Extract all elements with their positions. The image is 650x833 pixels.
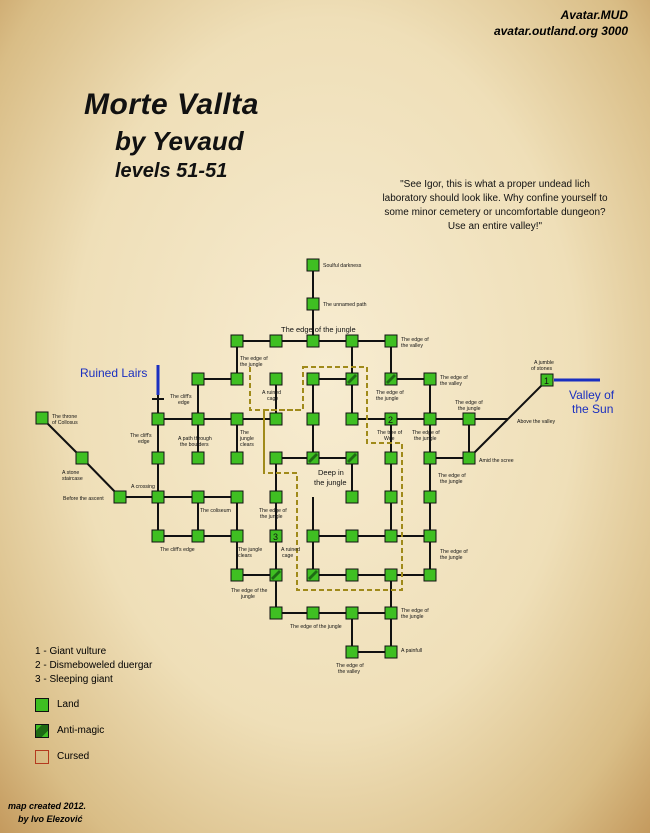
svg-text:The edge of the jungle: The edge of the jungle [290,624,342,630]
page-title: Morte Vallta [84,88,259,121]
svg-text:cage: cage [282,553,294,559]
svg-text:edge: edge [138,439,150,445]
room [307,607,319,619]
room [463,452,475,464]
room [192,373,204,385]
svg-text:The edge of: The edge of [401,337,429,343]
room [231,491,243,503]
svg-text:The unnamed path: The unnamed path [323,302,367,308]
room [385,569,397,581]
room [385,530,397,542]
room [346,569,358,581]
room [152,491,164,503]
svg-text:Above the valley: Above the valley [517,419,556,425]
mob-number-1: 1 [544,376,550,386]
svg-text:the jungle: the jungle [440,555,463,561]
room [307,530,319,542]
svg-text:The edge of: The edge of [412,430,440,436]
room [385,607,397,619]
room [231,530,243,542]
room [307,373,319,385]
svg-text:jungle: jungle [240,436,254,442]
room [231,569,243,581]
room [346,335,358,347]
room [192,452,204,464]
legend-cursed-swatch [35,750,49,764]
svg-text:Woe: Woe [384,436,395,442]
room [231,452,243,464]
svg-text:the jungle: the jungle [458,406,481,412]
svg-text:The edge of the jungle: The edge of the jungle [281,325,356,334]
room [270,335,282,347]
svg-text:The edge of: The edge of [259,508,287,514]
svg-text:The: The [240,430,249,436]
svg-text:staircase: staircase [62,476,83,482]
room [231,373,243,385]
levels: levels 51-51 [115,160,228,182]
room-soulful-darkness [307,259,319,271]
mob-number-3: 3 [273,532,279,542]
svg-text:A path through: A path through [178,436,212,442]
svg-text:the jungle: the jungle [401,614,424,620]
svg-text:Soulful darkness: Soulful darkness [323,263,362,269]
mob-note-3: 3 - Sleeping giant [35,674,113,685]
room [231,335,243,347]
room-painfull [385,646,397,658]
room-stone-staircase [76,452,88,464]
author: by Yevaud [115,126,244,156]
svg-text:the jungle: the jungle [314,478,347,487]
mud-address: avatar.outland.org 3000 [493,24,628,38]
svg-text:clears: clears [238,553,252,559]
room [346,491,358,503]
room-crossing [114,491,126,503]
svg-text:A crossing: A crossing [131,484,155,490]
svg-text:The tree of: The tree of [377,430,403,436]
exit-label-valley-line2: the Sun [572,402,614,416]
credit-line1: map created 2012. [8,801,87,811]
room [346,530,358,542]
legend-land-swatch [35,698,49,712]
svg-text:the valley: the valley [440,381,462,387]
legend-anti-magic-label: Anti-magic [57,725,105,736]
legend-anti-magic-swatch [35,724,49,738]
svg-text:the valley: the valley [338,669,360,675]
room [307,413,319,425]
svg-text:Before the ascent: Before the ascent [63,496,104,502]
room [424,530,436,542]
svg-text:the jungle: the jungle [260,514,283,520]
svg-text:the jungle: the jungle [376,396,399,402]
svg-text:The cliff's: The cliff's [130,433,152,439]
room [192,491,204,503]
legend-land-label: Land [57,699,80,710]
svg-text:of stones: of stones [531,366,553,372]
svg-text:the boulders: the boulders [180,442,209,448]
mob-note-2: 2 - Dismeboweled duergar [35,660,153,671]
room [270,452,282,464]
svg-text:the jungle: the jungle [240,362,263,368]
svg-text:The throne: The throne [52,414,78,420]
svg-text:A ruined: A ruined [262,390,282,396]
mob-notes [35,645,152,687]
svg-text:The edge of: The edge of [240,356,268,362]
room [270,373,282,385]
room [424,452,436,464]
svg-text:The edge of: The edge of [438,473,466,479]
svg-text:cage: cage [267,396,279,402]
svg-text:The edge of: The edge of [455,400,483,406]
room [385,491,397,503]
svg-text:The jungle: The jungle [238,547,263,553]
svg-text:Amid the scree: Amid the scree [479,458,514,464]
quote: "See Igor, this is what a proper undead lich laboratory should look like. Why confine yourself to some minor cemetery or uncomfortable dungeon? Use an entire valley!" [382,179,608,232]
svg-text:A stone: A stone [62,470,80,476]
room [270,491,282,503]
room [231,413,243,425]
svg-text:The edge of: The edge of [440,375,468,381]
room [346,413,358,425]
room [385,452,397,464]
credit-line2: by Ivo Elezović [18,814,83,824]
room [346,646,358,658]
svg-text:A ruined: A ruined [281,547,301,553]
svg-text:the jungle: the jungle [414,436,437,442]
svg-text:The edge of: The edge of [376,390,404,396]
room [424,413,436,425]
svg-text:of Collosus: of Collosus [52,420,78,426]
mob-number-2: 2 [388,415,394,425]
room [463,413,475,425]
room [152,452,164,464]
mud-name: Avatar.MUD [560,8,628,22]
room [424,569,436,581]
exit-label-valley-line1: Valley of [569,388,615,402]
room [385,335,397,347]
svg-text:the valley: the valley [401,343,423,349]
svg-text:The edge of: The edge of [336,663,364,669]
room [307,335,319,347]
svg-text:The coliseum: The coliseum [200,508,231,514]
room-throne [36,412,48,424]
room [192,413,204,425]
mob-note-1: 1 - Giant vulture [35,646,107,657]
svg-text:The edge of: The edge of [440,549,468,555]
room [192,530,204,542]
svg-text:A jumble: A jumble [534,360,554,366]
room-unnamed-path [307,298,319,310]
room [152,530,164,542]
svg-text:edge: edge [178,400,190,406]
svg-text:clears: clears [240,442,254,448]
room [346,607,358,619]
room [270,607,282,619]
room [424,373,436,385]
svg-text:jungle: jungle [241,594,255,600]
exit-label-ruined-lairs: Ruined Lairs [80,366,148,380]
svg-text:A painfull: A painfull [401,648,423,654]
room [424,491,436,503]
svg-text:The cliff's: The cliff's [170,394,192,400]
svg-text:the jungle: the jungle [440,479,463,485]
svg-text:The cliff's edge: The cliff's edge [160,547,195,553]
legend-cursed-label: Cursed [57,751,90,762]
room [152,413,164,425]
svg-text:Deep in: Deep in [318,468,344,477]
svg-text:The edge of: The edge of [401,608,429,614]
exit-ruined-lairs [152,365,164,419]
room [270,413,282,425]
svg-text:The edge of the: The edge of the [231,588,268,594]
